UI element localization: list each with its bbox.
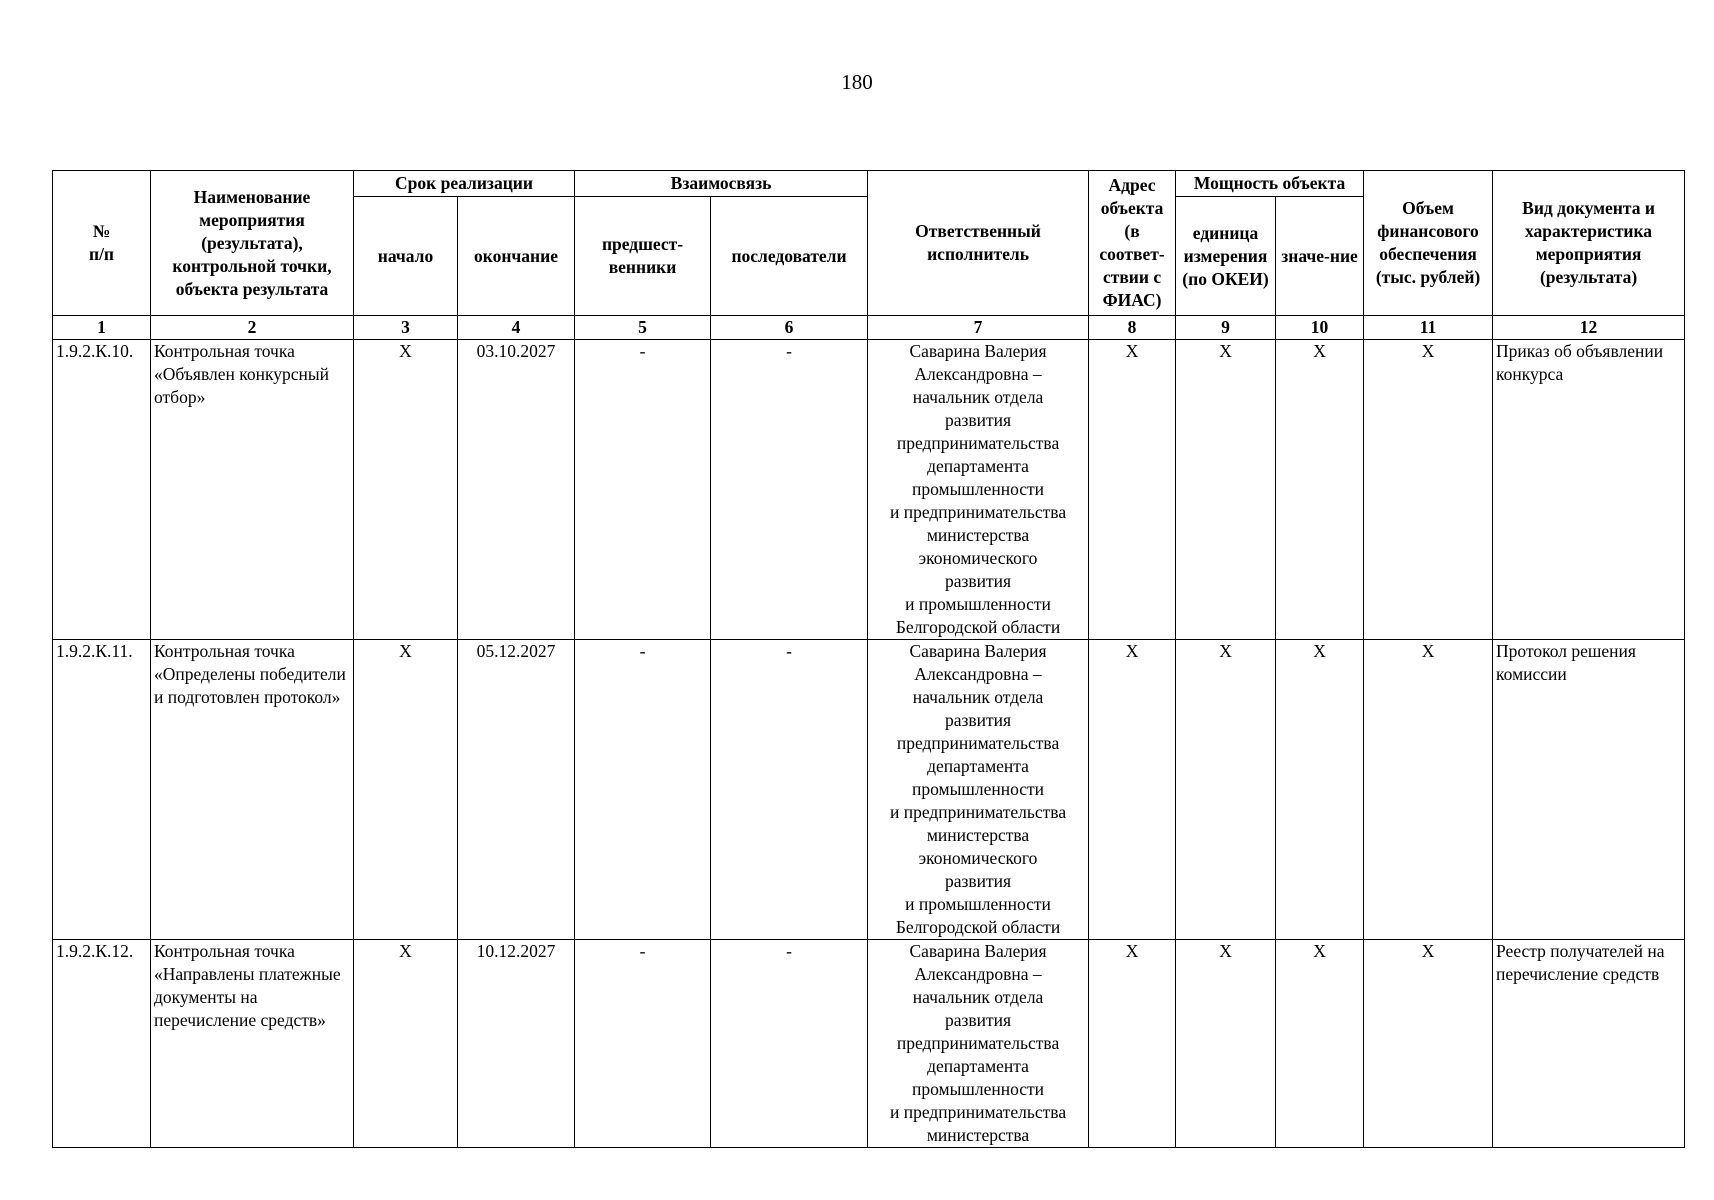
row-value: X bbox=[1276, 640, 1364, 940]
executor-line: развития bbox=[944, 871, 1012, 891]
page-number: 180 bbox=[841, 70, 873, 94]
row-name: Контрольная точка «Направлены платежные документы на перечисление средств» bbox=[151, 940, 354, 1148]
executor-line: предпринимательства bbox=[896, 433, 1060, 453]
row-end: 10.12.2027 bbox=[458, 940, 575, 1148]
column-number: 4 bbox=[458, 316, 575, 340]
header-term-start: начало bbox=[354, 197, 458, 316]
row-start: X bbox=[354, 940, 458, 1148]
row-doc: Протокол решения комиссии bbox=[1493, 640, 1685, 940]
row-finance: X bbox=[1364, 640, 1493, 940]
plan-table bbox=[52, 170, 1685, 1148]
header-link-prev: предшест-венники bbox=[575, 197, 711, 316]
row-unit: X bbox=[1176, 640, 1276, 940]
header-term-group: Срок реализации bbox=[354, 171, 575, 197]
column-number: 7 bbox=[868, 316, 1089, 340]
executor-line: Саварина Валерия bbox=[909, 641, 1047, 661]
executor-line: развития bbox=[944, 410, 1012, 430]
header-address: Адрес объекта (в соответ-ствии с ФИАС) bbox=[1089, 171, 1176, 316]
row-finance: X bbox=[1364, 940, 1493, 1148]
executor-line: промышленности bbox=[912, 479, 1045, 499]
executor-line: предпринимательства bbox=[896, 1033, 1060, 1053]
column-number: 11 bbox=[1364, 316, 1493, 340]
header-term-end: окончание bbox=[458, 197, 575, 316]
row-num: 1.9.2.К.11. bbox=[53, 640, 151, 940]
executor-line: Александровна – bbox=[914, 664, 1042, 684]
executor-line: Белгородской области bbox=[895, 617, 1061, 637]
executor-line: предпринимательства bbox=[896, 733, 1060, 753]
executor-line: развития bbox=[944, 1010, 1012, 1030]
row-prev: - bbox=[575, 940, 711, 1148]
column-number: 10 bbox=[1276, 316, 1364, 340]
executor-line: министерства bbox=[926, 525, 1030, 545]
executor-line: экономического bbox=[918, 848, 1038, 868]
executor-line: начальник отдела bbox=[912, 687, 1044, 707]
header-num: № п/п bbox=[53, 171, 151, 316]
column-number: 1 bbox=[53, 316, 151, 340]
executor-line: развития bbox=[944, 710, 1012, 730]
row-end: 05.12.2027 bbox=[458, 640, 575, 940]
row-address: X bbox=[1089, 340, 1176, 640]
column-number: 2 bbox=[151, 316, 354, 340]
row-value: X bbox=[1276, 940, 1364, 1148]
executor-line: Александровна – bbox=[914, 964, 1042, 984]
row-value: X bbox=[1276, 340, 1364, 640]
executor-line: Александровна – bbox=[914, 364, 1042, 384]
header-capacity-unit: единица измерения (по ОКЕИ) bbox=[1176, 197, 1276, 316]
row-start: X bbox=[354, 640, 458, 940]
executor-line: министерства bbox=[926, 1125, 1030, 1145]
executor-line: и промышленности bbox=[905, 894, 1051, 914]
row-next: - bbox=[711, 340, 868, 640]
executor-line: Саварина Валерия bbox=[909, 341, 1047, 361]
table-row bbox=[53, 340, 1685, 640]
executor-line: Белгородской области bbox=[895, 917, 1061, 937]
executor-line: и предпринимательства bbox=[889, 1102, 1067, 1122]
column-number: 6 bbox=[711, 316, 868, 340]
executor-line: и предпринимательства bbox=[889, 502, 1067, 522]
header-capacity-value: значе-ние bbox=[1276, 197, 1364, 316]
row-doc: Реестр получателей на перечисление средств bbox=[1493, 940, 1685, 1148]
executor-line: начальник отдела bbox=[912, 387, 1044, 407]
row-finance: X bbox=[1364, 340, 1493, 640]
executor-line: Саварина Валерия bbox=[909, 941, 1047, 961]
row-unit: X bbox=[1176, 940, 1276, 1148]
executor-line: развития bbox=[944, 571, 1012, 591]
table-row bbox=[53, 640, 1685, 940]
table-row bbox=[53, 940, 1685, 1148]
executor-line: департамента bbox=[927, 756, 1029, 776]
column-number: 9 bbox=[1176, 316, 1276, 340]
header-link-group: Взаимосвязь bbox=[575, 171, 868, 197]
executor-line: промышленности bbox=[912, 779, 1045, 799]
row-unit: X bbox=[1176, 340, 1276, 640]
executor-line: экономического bbox=[918, 548, 1038, 568]
row-next: - bbox=[711, 940, 868, 1148]
column-number: 5 bbox=[575, 316, 711, 340]
row-name: Контрольная точка «Объявлен конкурсный отбор» bbox=[151, 340, 354, 640]
row-address: X bbox=[1089, 940, 1176, 1148]
column-number: 3 bbox=[354, 316, 458, 340]
row-executor bbox=[868, 340, 1089, 640]
executor-line: министерства bbox=[926, 825, 1030, 845]
header-executor: Ответственный исполнитель bbox=[868, 171, 1089, 316]
executor-line: департамента bbox=[927, 456, 1029, 476]
row-name: Контрольная точка «Определены победители и подготовлен протокол» bbox=[151, 640, 354, 940]
header-name: Наименование мероприятия (результата), контрольной точки, объекта результата bbox=[151, 171, 354, 316]
executor-line: и промышленности bbox=[905, 594, 1051, 614]
row-prev: - bbox=[575, 340, 711, 640]
row-executor bbox=[868, 640, 1089, 940]
header-capacity-group: Мощность объекта bbox=[1176, 171, 1364, 197]
header-link-next: последователи bbox=[711, 197, 868, 316]
executor-line: департамента bbox=[927, 1056, 1029, 1076]
row-next: - bbox=[711, 640, 868, 940]
row-start: X bbox=[354, 340, 458, 640]
row-num: 1.9.2.К.10. bbox=[53, 340, 151, 640]
row-num: 1.9.2.К.12. bbox=[53, 940, 151, 1148]
row-address: X bbox=[1089, 640, 1176, 940]
column-number: 8 bbox=[1089, 316, 1176, 340]
executor-line: и предпринимательства bbox=[889, 802, 1067, 822]
header-finance: Объем финансового обеспечения (тыс. рублей) bbox=[1364, 171, 1493, 316]
row-end: 03.10.2027 bbox=[458, 340, 575, 640]
row-prev: - bbox=[575, 640, 711, 940]
row-doc: Приказ об объявлении конкурса bbox=[1493, 340, 1685, 640]
executor-line: промышленности bbox=[912, 1079, 1045, 1099]
column-number: 12 bbox=[1493, 316, 1685, 340]
row-executor bbox=[868, 940, 1089, 1148]
executor-line: начальник отдела bbox=[912, 987, 1044, 1007]
header-doc: Вид документа и характеристика мероприятия (результата) bbox=[1493, 171, 1685, 316]
